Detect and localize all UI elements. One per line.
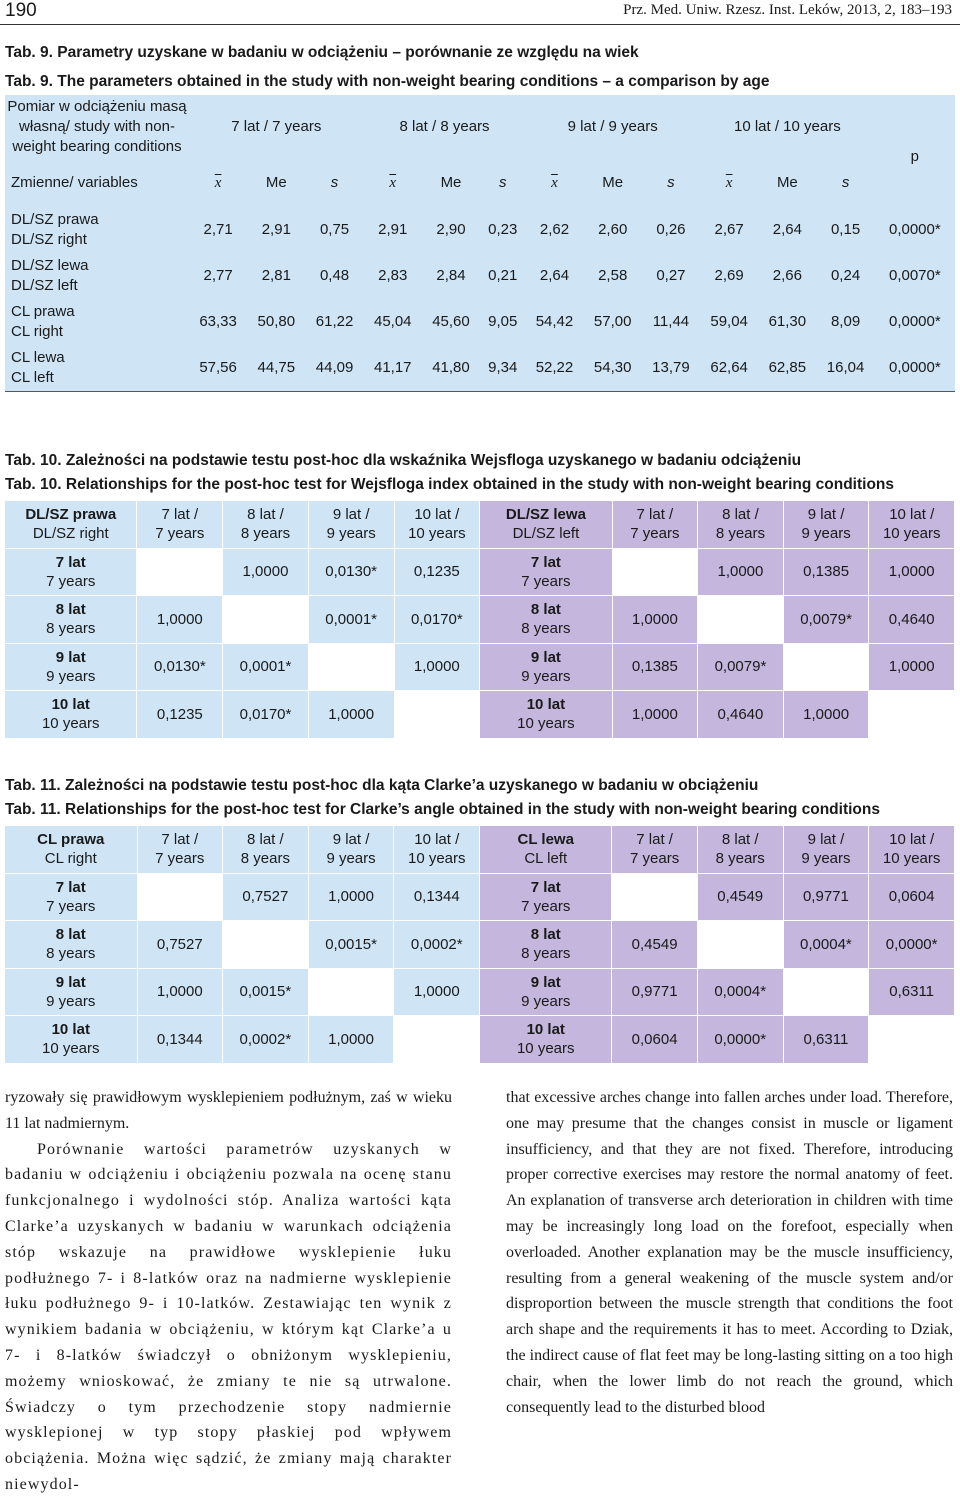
t10-cell: 0,0001* xyxy=(223,643,309,691)
table9-cell: 2,58 xyxy=(598,267,628,284)
row-label-pl: 10 lat xyxy=(51,1021,90,1039)
t10-cell: 1,0000 xyxy=(869,643,955,691)
t10-cell: 0,0079* xyxy=(698,643,784,691)
table9-cell: 2,67 xyxy=(714,221,744,238)
variable-name-en: CL left xyxy=(11,369,54,386)
table9-cell: 0,0070* xyxy=(888,267,941,284)
table9-cell: 9,34 xyxy=(488,359,518,376)
table9-cell: 2,71 xyxy=(203,221,233,238)
row-label-pl: 8 lat xyxy=(530,926,561,944)
t10-row-label xyxy=(480,595,612,643)
corner-label-en: CL left xyxy=(524,850,568,868)
table9-cell: 0,0000* xyxy=(888,313,941,330)
t10-row-label xyxy=(480,690,612,738)
variable-name-pl: DL/SZ lewa xyxy=(11,257,89,274)
table9-cell: 8,09 xyxy=(830,313,861,330)
t11-diagonal-cell xyxy=(698,920,784,968)
col-header-pl: 8 lat / xyxy=(247,506,284,524)
col-header-en: 8 years xyxy=(240,525,291,543)
table9-cell: 52,22 xyxy=(535,359,574,376)
t11-cell: 0,0015* xyxy=(223,968,309,1016)
col-header-en: 7 years xyxy=(155,525,205,543)
table9-cell: 2,81 xyxy=(261,267,291,284)
row-label-pl: 10 lat xyxy=(51,696,90,714)
row-label-en: 9 years xyxy=(521,992,571,1010)
table-row xyxy=(5,873,955,921)
t11-cell: 0,6311 xyxy=(869,968,955,1016)
header-rule xyxy=(0,24,960,25)
table9-p-header: p xyxy=(910,148,920,165)
table9-cell: 2,64 xyxy=(772,221,802,238)
t11-cell: 0,9771 xyxy=(784,873,870,921)
table9-cell: 0,27 xyxy=(656,267,686,284)
table9-cell: 2,91 xyxy=(378,221,408,238)
body-paragraph xyxy=(5,1137,452,1498)
t10-cell: 1,0000 xyxy=(613,595,698,643)
t11-cell: 0,0004* xyxy=(784,920,870,968)
table9-variables-label: Zmienne/ variables xyxy=(11,174,138,192)
t11-row-label xyxy=(480,920,612,968)
table9-cell: 0,24 xyxy=(830,267,861,284)
t10-cell: 0,1235 xyxy=(395,548,481,596)
col-header-pl: 10 lat / xyxy=(889,831,935,849)
t10-row-label xyxy=(5,690,137,738)
corner-label-pl: DL/SZ prawa xyxy=(25,506,117,524)
table9-mean-header: $\overline{x}$ xyxy=(389,175,397,192)
t11-cell: 1,0000 xyxy=(138,968,223,1016)
t10-diagonal-cell xyxy=(309,643,395,691)
t10-cell: 0,0079* xyxy=(784,595,870,643)
table9-caption-en: Tab. 9. The parameters obtained in the study with non-weight bearing conditions – a comparison by age xyxy=(5,73,770,90)
table9-age-group: 10 lat / 10 years xyxy=(733,118,841,136)
table10 xyxy=(5,500,955,738)
table9-cell: 63,33 xyxy=(199,313,237,330)
t10-diagonal-cell xyxy=(223,595,309,643)
table9-cell: 2,66 xyxy=(772,267,802,284)
col-header-pl: 9 lat / xyxy=(807,506,845,524)
t11-cell: 1,0000 xyxy=(309,873,395,921)
table9 xyxy=(5,95,955,392)
t11-cell: 0,0000* xyxy=(698,1015,784,1063)
col-header-pl: 8 lat / xyxy=(247,831,284,849)
corner-label-pl: DL/SZ lewa xyxy=(505,506,586,524)
table9-cell: 41,17 xyxy=(373,359,412,376)
col-header-en: 10 years xyxy=(407,850,466,868)
row-label-pl: 7 lat xyxy=(55,878,86,896)
t10-row-label xyxy=(5,595,137,643)
table9-sd-header: s xyxy=(330,174,339,192)
col-header-en: 7 years xyxy=(630,525,680,543)
corner-label-en: CL right xyxy=(44,850,97,868)
table9-header-row xyxy=(5,95,955,160)
t10-cell: 1,0000 xyxy=(395,643,481,691)
t10-cell: 0,1385 xyxy=(613,643,698,691)
table9-cell: 0,26 xyxy=(656,221,686,238)
t11-row-label xyxy=(5,920,138,968)
table9-caption-pl: Tab. 9. Parametry uzyskane w badaniu w odciążeniu – porównanie ze względu na wiek xyxy=(5,44,639,61)
t11-row-label xyxy=(5,1015,138,1063)
t11-cell: 0,0004* xyxy=(698,968,784,1016)
t10-row-label xyxy=(5,643,137,691)
table9-mean-header: $\overline{x}$ xyxy=(214,175,222,192)
row-label-pl: 7 lat xyxy=(55,553,86,571)
t11-col-header xyxy=(698,825,784,873)
col-header-pl: 7 lat / xyxy=(636,831,673,849)
table9-cell: 11,44 xyxy=(652,313,690,330)
row-label-pl: 9 lat xyxy=(530,648,561,666)
t11-cell: 0,0604 xyxy=(612,1015,697,1063)
table9-median-header: Me xyxy=(440,174,462,192)
table9-cell: 61,22 xyxy=(315,313,354,330)
col-header-pl: 8 lat / xyxy=(722,506,759,524)
t10-diagonal-cell xyxy=(698,595,784,643)
table9-mean-header: $\overline{x}$ xyxy=(725,175,733,192)
table-row xyxy=(5,207,955,253)
row-label-en: 8 years xyxy=(521,945,571,963)
t10-col-header xyxy=(784,500,870,548)
t10-cell: 1,0000 xyxy=(137,595,223,643)
t10-diagonal-cell xyxy=(784,643,870,691)
row-label-en: 8 years xyxy=(46,945,96,963)
table9-cell: 62,85 xyxy=(768,359,807,376)
col-header-en: 10 years xyxy=(408,525,466,543)
table9-cell: 0,0000* xyxy=(888,221,941,238)
table9-cell: 2,83 xyxy=(378,267,408,284)
col-header-en: 8 years xyxy=(715,850,765,868)
table9-cell: 54,30 xyxy=(593,359,632,376)
table-row xyxy=(5,1015,955,1063)
t11-col-header xyxy=(309,825,395,873)
t11-cell: 0,0002* xyxy=(223,1015,309,1063)
table11-caption-pl: Tab. 11. Zależności na podstawie testu post-hoc dla kąta Clarke’a uzyskanego w badaniu w obciążeniu xyxy=(5,777,759,794)
t10-diagonal-cell xyxy=(395,690,481,738)
table9-cell: 45,60 xyxy=(432,313,470,330)
corner-label-en: DL/SZ right xyxy=(32,525,109,543)
t10-col-header xyxy=(613,500,698,548)
t11-row-label xyxy=(480,968,612,1016)
table10-caption-pl: Tab. 10. Zależności na podstawie testu post-hoc dla wskaźnika Wejsfloga uzyskanego w badaniu odciążeniu xyxy=(5,452,802,469)
table9-sd-header: s xyxy=(498,174,507,192)
t11-cell: 0,7527 xyxy=(138,920,223,968)
t10-right-corner xyxy=(480,500,612,548)
table9-cell: 2,62 xyxy=(539,221,570,238)
row-label-en: 8 years xyxy=(46,620,96,638)
col-header-en: 8 years xyxy=(715,525,766,543)
t10-col-header xyxy=(698,500,784,548)
col-header-en: 10 years xyxy=(882,525,941,543)
table-row xyxy=(5,920,955,968)
t10-cell: 0,0130* xyxy=(309,548,395,596)
t11-col-header xyxy=(612,825,697,873)
t10-cell: 1,0000 xyxy=(869,548,955,596)
t10-cell: 0,1385 xyxy=(784,548,870,596)
t11-cell: 0,4549 xyxy=(612,920,697,968)
row-label-pl: 9 lat xyxy=(530,973,561,991)
table9-cell: 0,15 xyxy=(830,221,861,238)
row-label-en: 10 years xyxy=(516,1040,575,1058)
col-header-en: 9 years xyxy=(801,525,851,543)
table9-age-group: 7 lat / 7 years xyxy=(231,118,322,136)
row-label-pl: 8 lat xyxy=(55,601,86,619)
t10-cell: 1,0000 xyxy=(698,548,784,596)
table9-variable-name xyxy=(5,299,189,345)
row-label-pl: 7 lat xyxy=(530,553,561,571)
row-label-en: 9 years xyxy=(521,667,571,685)
t10-col-header xyxy=(395,500,481,548)
table9-cell: 54,42 xyxy=(535,313,574,330)
table-row xyxy=(5,595,955,643)
body-text: Porównanie wartości parametrów uzyskanych w badaniu w odciążeniu i obciążeniu pozwala na ocenę stanu funkcjonalnego i wydolności stóp. Analiza wartości kąta Clarke’a uzyskanych w badaniu w warunkach odciążenia stóp wskazuje na prawidłowe wysklepienie łuku podłużnego 7- i 8-latków oraz na nadmierne wysklepienie łuku podłużnego 9- i 10-latków. Zestawiając ten wynik z wynikiem badania w obciążeniu, w którym kąt Clarke’a u 7- i 8-latków świadczył o obniżonym wysklepieniu, możemy wnioskować, że zmiany te nie są utrwalone. Świadczy o tym przechodzenie stopy nadmiernie wysklepionej w typ stopy płaskiej pod wpływem obciążenia. Można więc sądzić, że zmiany mają charakter niewydol- xyxy=(5,1140,452,1493)
corner-label-pl: CL lewa xyxy=(517,831,574,849)
col-header-pl: 7 lat / xyxy=(636,506,674,524)
table9-cell: 57,56 xyxy=(199,359,237,376)
row-label-en: 7 years xyxy=(521,897,571,915)
table9-cell: 57,00 xyxy=(593,313,632,330)
table9-subheader-row xyxy=(5,160,955,207)
t11-row-label xyxy=(5,968,138,1016)
t11-cell: 1,0000 xyxy=(309,1015,395,1063)
row-label-pl: 9 lat xyxy=(55,973,86,991)
col-header-en: 9 years xyxy=(801,850,851,868)
t11-cell: 0,0015* xyxy=(309,920,395,968)
col-header-pl: 9 lat / xyxy=(332,506,370,524)
table9-cell: 62,64 xyxy=(710,359,748,376)
t11-diagonal-cell xyxy=(309,968,395,1016)
table-row xyxy=(5,299,955,345)
table9-variable-name xyxy=(5,253,189,299)
variable-name-en: DL/SZ right xyxy=(11,231,87,248)
t10-row-label xyxy=(480,643,612,691)
table9-cell: 41,80 xyxy=(432,359,470,376)
table9-cell: 45,04 xyxy=(373,313,412,330)
t11-row-label xyxy=(5,873,138,921)
table9-cell: 2,90 xyxy=(436,221,466,238)
table11-caption-en: Tab. 11. Relationships for the post-hoc test for Clarke’s angle obtained in the study with non-weight bearing conditions xyxy=(5,801,880,818)
col-header-en: 7 years xyxy=(630,850,680,868)
table9-variable-name xyxy=(5,345,189,391)
t11-diagonal-cell xyxy=(612,873,697,921)
t11-cell: 0,1344 xyxy=(394,873,480,921)
table11 xyxy=(5,825,955,1063)
t11-col-header xyxy=(138,825,223,873)
table9-cell: 0,75 xyxy=(319,221,350,238)
t11-cell: 0,0002* xyxy=(394,920,480,968)
row-label-pl: 7 lat xyxy=(530,878,561,896)
table9-corner: Pomiar w odciążeniu masą własną/ study with non-weight bearing conditions xyxy=(7,98,187,156)
col-header-en: 10 years xyxy=(882,850,941,868)
t10-cell: 0,0001* xyxy=(309,595,395,643)
row-label-en: 9 years xyxy=(46,667,96,685)
t11-left-corner xyxy=(5,825,138,873)
t11-cell: 0,4549 xyxy=(698,873,784,921)
t11-right-corner xyxy=(480,825,612,873)
t11-diagonal-cell xyxy=(869,1015,955,1063)
journal-citation: Prz. Med. Uniw. Rzesz. Inst. Leków, 2013, 2, 183–193 xyxy=(623,2,952,18)
table9-mean-header: $\overline{x}$ xyxy=(551,175,558,192)
row-label-en: 7 years xyxy=(46,572,96,590)
variable-name-pl: DL/SZ prawa xyxy=(11,211,99,228)
col-header-pl: 10 lat / xyxy=(889,506,935,524)
table9-cell: 0,23 xyxy=(488,221,518,238)
t11-col-header xyxy=(869,825,955,873)
table-row xyxy=(5,643,955,691)
t10-cell: 0,0130* xyxy=(137,643,223,691)
variable-name-pl: CL prawa xyxy=(11,303,75,320)
table9-cell: 0,21 xyxy=(488,267,518,284)
t10-cell: 0,4640 xyxy=(869,595,955,643)
row-label-pl: 8 lat xyxy=(55,926,86,944)
table9-median-header: Me xyxy=(776,174,798,192)
table9-median-header: Me xyxy=(265,174,287,192)
t11-cell: 0,7527 xyxy=(223,873,309,921)
variable-name-en: DL/SZ left xyxy=(11,277,78,294)
col-header-pl: 7 lat / xyxy=(161,506,199,524)
col-header-pl: 10 lat / xyxy=(414,831,460,849)
t10-cell: 0,4640 xyxy=(698,690,784,738)
t10-cell: 1,0000 xyxy=(784,690,870,738)
row-label-en: 10 years xyxy=(517,715,575,733)
t10-col-header xyxy=(137,500,223,548)
t10-col-header xyxy=(869,500,955,548)
table9-cell: 59,04 xyxy=(710,313,748,330)
t10-cell: 1,0000 xyxy=(613,690,698,738)
table9-cell: 16,04 xyxy=(826,359,865,376)
table9-variable-name xyxy=(5,207,189,253)
table9-cell: 2,77 xyxy=(203,267,233,284)
page-number: 190 xyxy=(5,0,37,21)
table9-cell: 2,91 xyxy=(261,221,291,238)
table-row xyxy=(5,968,955,1016)
t11-cell: 0,0604 xyxy=(869,873,955,921)
col-header-en: 7 years xyxy=(155,850,205,868)
t10-header-row xyxy=(5,500,955,548)
row-label-en: 10 years xyxy=(41,1040,100,1058)
row-label-en: 7 years xyxy=(521,572,571,590)
t11-cell: 0,9771 xyxy=(612,968,697,1016)
t11-cell: 1,0000 xyxy=(394,968,480,1016)
col-header-pl: 8 lat / xyxy=(721,831,759,849)
row-label-pl: 10 lat xyxy=(526,696,566,714)
table-row xyxy=(5,253,955,299)
table9-cell: 44,09 xyxy=(315,359,354,376)
t11-col-header xyxy=(784,825,870,873)
corner-label-en: DL/SZ left xyxy=(512,525,580,543)
t11-diagonal-cell xyxy=(223,920,309,968)
corner-label-pl: CL prawa xyxy=(37,831,105,849)
page-header xyxy=(0,0,960,22)
row-label-pl: 10 lat xyxy=(526,1021,565,1039)
row-label-en: 9 years xyxy=(46,992,96,1010)
table-row xyxy=(5,548,955,596)
table9-cell: 0,0000* xyxy=(888,359,941,376)
col-header-pl: 10 lat / xyxy=(414,506,460,524)
t11-cell: 0,6311 xyxy=(784,1015,870,1063)
table9-age-group: 8 lat / 8 years xyxy=(399,118,490,136)
table9-cell: 44,75 xyxy=(257,359,296,376)
t11-diagonal-cell xyxy=(394,1015,480,1063)
row-label-en: 8 years xyxy=(521,620,571,638)
table10-caption-en: Tab. 10. Relationships for the post-hoc test for Wejsfloga index obtained in the study with non-weight bearing conditions xyxy=(5,476,894,493)
table9-sd-header: s xyxy=(667,174,675,192)
table9-cell: 2,60 xyxy=(598,221,628,238)
row-label-en: 7 years xyxy=(46,897,96,915)
t10-left-corner xyxy=(5,500,137,548)
table9-sd-header: s xyxy=(841,174,850,192)
table9-cell: 13,79 xyxy=(652,359,690,376)
t10-cell: 0,0170* xyxy=(223,690,309,738)
t11-row-label xyxy=(480,1015,612,1063)
t10-diagonal-cell xyxy=(137,548,223,596)
col-header-pl: 9 lat / xyxy=(807,831,845,849)
table9-age-group: 9 lat / 9 years xyxy=(567,118,658,136)
table-row xyxy=(5,345,955,391)
t10-diagonal-cell xyxy=(869,690,955,738)
t10-cell: 0,1235 xyxy=(137,690,223,738)
t10-cell: 1,0000 xyxy=(223,548,309,596)
row-label-pl: 9 lat xyxy=(55,648,86,666)
table9-cell: 2,69 xyxy=(714,267,744,284)
t11-row-label xyxy=(480,873,612,921)
t11-diagonal-cell xyxy=(138,873,223,921)
row-label-pl: 8 lat xyxy=(530,601,561,619)
variable-name-pl: CL lewa xyxy=(11,349,65,366)
col-header-pl: 7 lat / xyxy=(161,831,199,849)
t10-col-header xyxy=(309,500,395,548)
t10-row-label xyxy=(480,548,612,596)
t11-header-row xyxy=(5,825,955,873)
body-column-right: that excessive arches change into fallen arches under load. Therefore, one may presume that the changes consist in muscle or ligament insufficiency, and that they are not fixed. Therefore, introducing proper corrective exercises may restore the normal anatomy of feet. An explanation of transverse arch deterioration in children with time may be increasingly long load on the forefoot, especially when overloaded. Another explanation may be the muscle insufficiency, resulting from a general weakening of the muscle system and/or disproportion between the muscle strength that conditions the foot arch shape and the requirements it has to meet. According to Dziak, the indirect cause of flat feet may be long-lasting sitting on a too high chair, when the lower limb do not reach the ground, which consequently lead to the disturbed blood xyxy=(506,1089,953,1416)
col-header-pl: 9 lat / xyxy=(332,831,370,849)
body-column-left xyxy=(5,1085,452,1498)
col-header-en: 9 years xyxy=(326,525,376,543)
table9-cell: 50,80 xyxy=(257,313,296,330)
table9-cell: 2,84 xyxy=(436,267,466,284)
t11-cell: 0,0000* xyxy=(869,920,955,968)
col-header-en: 8 years xyxy=(240,850,290,868)
t11-col-header xyxy=(223,825,309,873)
t10-row-label xyxy=(5,548,137,596)
t11-diagonal-cell xyxy=(784,968,870,1016)
t11-cell: 0,1344 xyxy=(138,1015,223,1063)
table-row xyxy=(5,690,955,738)
row-label-en: 10 years xyxy=(41,715,100,733)
table9-cell: 2,64 xyxy=(539,267,570,284)
table9-cell: 9,05 xyxy=(488,313,518,330)
t10-cell: 1,0000 xyxy=(309,690,395,738)
table9-median-header: Me xyxy=(602,174,624,192)
table9-cell: 61,30 xyxy=(768,313,807,330)
col-header-en: 9 years xyxy=(326,850,376,868)
table9-cell: 0,48 xyxy=(319,267,350,284)
variable-name-en: CL right xyxy=(11,323,63,340)
t10-col-header xyxy=(223,500,309,548)
t10-diagonal-cell xyxy=(613,548,698,596)
t10-cell: 0,0170* xyxy=(395,595,481,643)
t11-col-header xyxy=(394,825,480,873)
body-paragraph: ryzowały się prawidłowym wysklepieniem podłużnym, zaś w wieku 11 lat nadmiernym. xyxy=(5,1089,452,1132)
